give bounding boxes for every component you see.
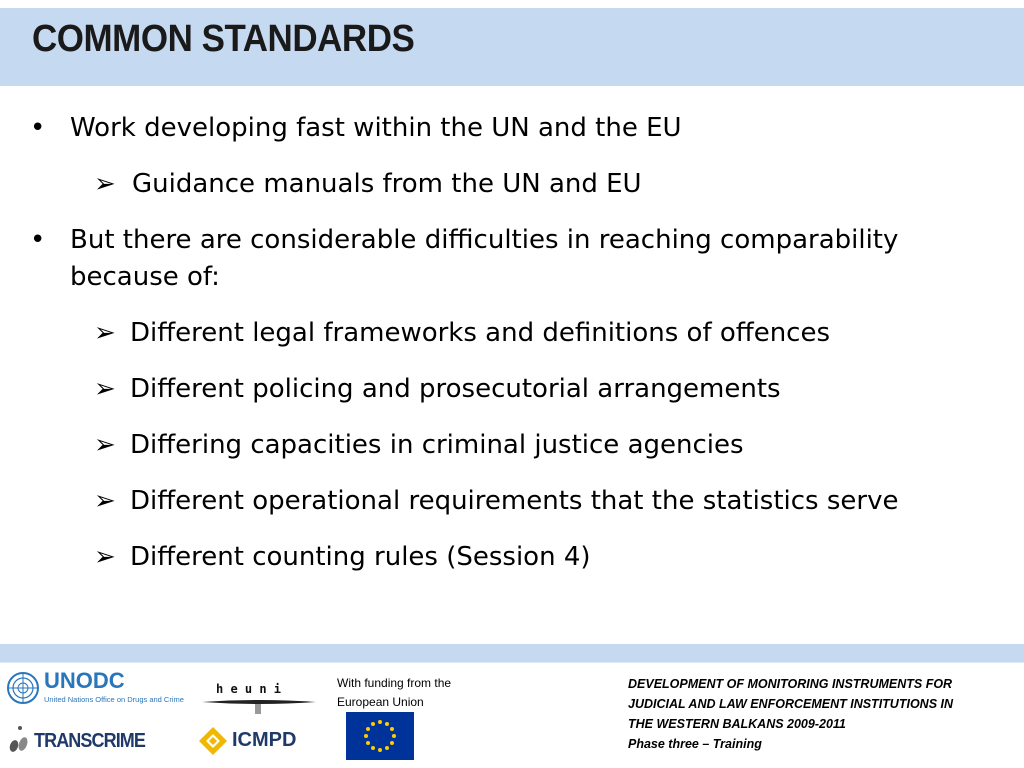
sub-bullet-item bbox=[94, 427, 744, 463]
transcrime-name: TRANSCRIME bbox=[34, 730, 146, 752]
transcrime-logo bbox=[8, 722, 153, 758]
footer-divider bbox=[0, 662, 1024, 663]
arrow-bullet-icon: ➢ bbox=[94, 430, 116, 460]
heuni-emblem-icon bbox=[200, 696, 318, 716]
bullet-text: But there are considerable difficulties in reaching comparability bbox=[70, 225, 899, 255]
sub-bullet-item bbox=[94, 539, 591, 575]
unodc-logo bbox=[4, 668, 194, 708]
eu-flag-icon bbox=[346, 712, 414, 760]
unodc-name: UNODC bbox=[44, 668, 125, 693]
transcrime-emblem-icon bbox=[8, 724, 32, 754]
bullet-text: because of: bbox=[70, 262, 220, 292]
project-line: JUDICIAL AND LAW ENFORCEMENT INSTITUTIONS IN bbox=[628, 697, 953, 711]
icmpd-emblem-icon bbox=[198, 726, 228, 756]
heuni-name: h e u n i bbox=[216, 682, 282, 696]
funding-note bbox=[337, 674, 451, 712]
icmpd-logo bbox=[198, 724, 308, 758]
project-line: THE WESTERN BALKANS 2009-2011 bbox=[628, 717, 846, 731]
sub-bullet-item bbox=[94, 371, 781, 407]
bullet-text: Different operational requirements that the statistics serve bbox=[130, 486, 899, 516]
funding-line: With funding from the bbox=[337, 676, 452, 690]
project-description bbox=[628, 674, 1008, 754]
footer-band bbox=[0, 644, 1024, 662]
bullet-marker: • bbox=[30, 225, 46, 255]
unodc-subtitle: United Nations Office on Drugs and Crime bbox=[44, 695, 184, 704]
project-phase: Phase three – Training bbox=[628, 737, 762, 751]
bullet-text: Different legal frameworks and definitions of offences bbox=[130, 318, 831, 348]
funding-line: European Union bbox=[337, 695, 424, 709]
icmpd-name: ICMPD bbox=[232, 729, 297, 751]
bullet-text: Guidance manuals from the UN and EU bbox=[132, 169, 642, 199]
project-line: DEVELOPMENT OF MONITORING INSTRUMENTS FOR bbox=[628, 677, 953, 691]
bullet-text: Different counting rules (Session 4) bbox=[130, 542, 591, 572]
bullet-item bbox=[30, 222, 899, 258]
heuni-logo bbox=[200, 682, 318, 716]
un-emblem-icon bbox=[6, 671, 40, 705]
bullet-continuation bbox=[70, 259, 220, 295]
bullet-text: Different policing and prosecutorial arrangements bbox=[130, 374, 781, 404]
slide-title: COMMON STANDARDS bbox=[32, 18, 415, 60]
arrow-bullet-icon: ➢ bbox=[94, 169, 116, 199]
arrow-bullet-icon: ➢ bbox=[94, 374, 116, 404]
sub-bullet-item bbox=[94, 315, 831, 351]
bullet-text: Work developing fast within the UN and the EU bbox=[70, 113, 682, 143]
bullet-item bbox=[30, 110, 682, 146]
sub-bullet-item bbox=[94, 483, 899, 519]
arrow-bullet-icon: ➢ bbox=[94, 542, 116, 572]
bullet-marker: • bbox=[30, 113, 46, 143]
arrow-bullet-icon: ➢ bbox=[94, 318, 116, 348]
sub-bullet-item bbox=[94, 166, 642, 202]
arrow-bullet-icon: ➢ bbox=[94, 486, 116, 516]
bullet-text: Differing capacities in criminal justice agencies bbox=[130, 430, 744, 460]
